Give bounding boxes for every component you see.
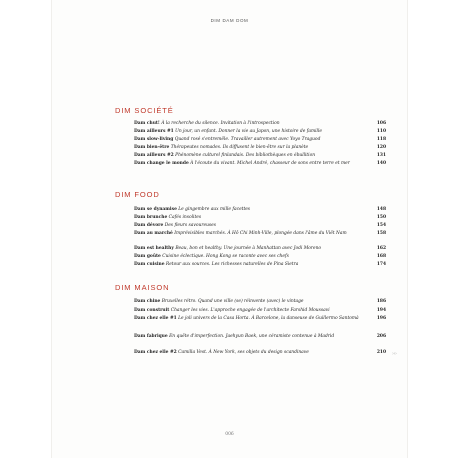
entry-page-number: 106 xyxy=(376,121,386,126)
entry-page-number: 186 xyxy=(376,299,386,304)
toc-entry[interactable] xyxy=(134,350,386,356)
entry-title: Dam ailleurs #2 xyxy=(134,153,174,158)
entry-page-number: 168 xyxy=(376,254,386,259)
entry-description: Changer les vies. L'approche engagée de l'architecte Farshid Moussavi xyxy=(170,308,330,313)
toc-entry[interactable] xyxy=(134,129,386,135)
page-number: 006 xyxy=(225,432,234,437)
entry-description: Camilla Vest. À New York, ses objets du design scandinave xyxy=(178,350,309,355)
entry-page-number: 158 xyxy=(376,231,386,236)
section-title-maison: DIM MAISON xyxy=(115,283,170,292)
entry-description: Retour aux sources. Les richesses naturelles de Pina Sietra xyxy=(165,262,299,267)
entry-page-number: 154 xyxy=(376,223,386,228)
next-arrow-icon: ››› xyxy=(392,351,397,357)
entry-description: Beau, bon et healthy. Une journée à Manhattan avec Jodi Moreno xyxy=(175,246,322,251)
entry-title: Dam fabrique xyxy=(134,334,168,339)
entry-title: Dam change le monde xyxy=(134,161,189,166)
entry-title: Dam est healthy xyxy=(134,246,174,251)
entry-page-number: 162 xyxy=(376,246,386,251)
entry-description: Thérapeutes nomades. Ils diffusent le bien-être sur la planète xyxy=(170,145,309,150)
magazine-page xyxy=(52,0,407,458)
entry-description: À la recherche du silence. Invitation à l'introspection xyxy=(161,121,280,126)
entry-title: Dam bien-être xyxy=(134,145,170,150)
entry-title: Dam chut! xyxy=(134,121,160,126)
toc-entry[interactable] xyxy=(134,121,386,127)
entry-description: Bruxelles rétro. Quand une ville (se) réinvente (avec) le vintage xyxy=(161,299,304,304)
entry-title: Dam chine xyxy=(134,299,161,304)
toc-entry[interactable] xyxy=(134,161,386,167)
entry-page-number: 120 xyxy=(376,145,386,150)
entry-title: Dam au marché xyxy=(134,231,173,236)
entry-title: Dam slow-living xyxy=(134,137,174,142)
entry-description: Cuisine éclectique. Hong Kong se raconte avec ses chefs xyxy=(162,254,289,259)
entry-page-number: 194 xyxy=(376,308,386,313)
entry-page-number: 174 xyxy=(376,262,386,267)
entry-page-number: 118 xyxy=(376,137,386,142)
toc-entry[interactable] xyxy=(134,207,386,213)
toc-entry[interactable] xyxy=(134,223,386,229)
toc-entry[interactable] xyxy=(134,153,386,159)
entry-description: À l'écoute du vivant. Michel André, chasseur de sons entre terre et mer xyxy=(190,161,350,166)
toc-entry[interactable] xyxy=(134,215,386,221)
entry-page-number: 210 xyxy=(376,350,386,355)
entry-title: Dam brunche xyxy=(134,215,168,220)
entry-title: Dam chez elle #2 xyxy=(134,350,177,355)
entry-page-number: 150 xyxy=(376,215,386,220)
running-head: DIM DAM DOM xyxy=(210,18,249,23)
toc-entry[interactable] xyxy=(134,246,386,252)
entry-page-number: 131 xyxy=(376,153,386,158)
entry-description: Le gingembre aux mille facettes xyxy=(178,207,251,212)
entry-description: Quand rosé s'entremêle. Travailler autrement avec Yoyo Traguod xyxy=(174,137,321,142)
toc-entry[interactable] xyxy=(134,137,386,143)
entry-page-number: 140 xyxy=(376,161,386,166)
entry-page-number: 196 xyxy=(376,316,386,321)
toc-entry[interactable] xyxy=(134,254,386,260)
entry-description: Le joli univers de la Casa Horta. À Barcelone, la danseuse de Guillermo Santomà xyxy=(178,316,359,321)
entry-description: Des fleurs savoureuses xyxy=(164,223,217,228)
entry-title: Dam ailleurs #1 xyxy=(134,129,174,134)
toc-entry[interactable] xyxy=(134,231,386,237)
toc-entry[interactable] xyxy=(134,262,386,268)
toc-entry[interactable] xyxy=(134,308,386,314)
entry-title: Dam se dynamise xyxy=(134,207,177,212)
entry-title: Dam cuisine xyxy=(134,262,165,267)
entry-title: Dam dévore xyxy=(134,223,164,228)
entry-description: Cafés insolites xyxy=(168,215,202,220)
entry-description: Un jour, un enfant. Donner la vie au Japon, une histoire de famille xyxy=(175,129,322,134)
toc-entry[interactable] xyxy=(134,299,386,305)
entry-description: En quête d'imperfection. Jaehyun Baek, une céramiste contenue à Madrid xyxy=(169,334,335,339)
entry-title: Dam goûte xyxy=(134,254,161,259)
entry-description: Imprévisibles marchés. À Hô Chi Minh-Ville, plongée dans l'âme du Viêt Nam xyxy=(174,231,347,236)
entry-page-number: 206 xyxy=(376,334,386,339)
toc-entry[interactable] xyxy=(134,145,386,151)
toc-entry[interactable] xyxy=(134,334,386,340)
entry-title: Dam construit xyxy=(134,308,170,313)
entry-description: Phénomène culturel finlandais. Des bibliothèques en ébullition xyxy=(175,153,316,158)
entry-title: Dam chez elle #1 xyxy=(134,316,177,321)
toc-entry[interactable] xyxy=(134,316,386,322)
section-title-societe: DIM SOCIÉTÉ xyxy=(115,106,174,115)
section-title-food: DIM FOOD xyxy=(115,190,160,199)
entry-page-number: 148 xyxy=(376,207,386,212)
entry-page-number: 110 xyxy=(376,129,386,134)
